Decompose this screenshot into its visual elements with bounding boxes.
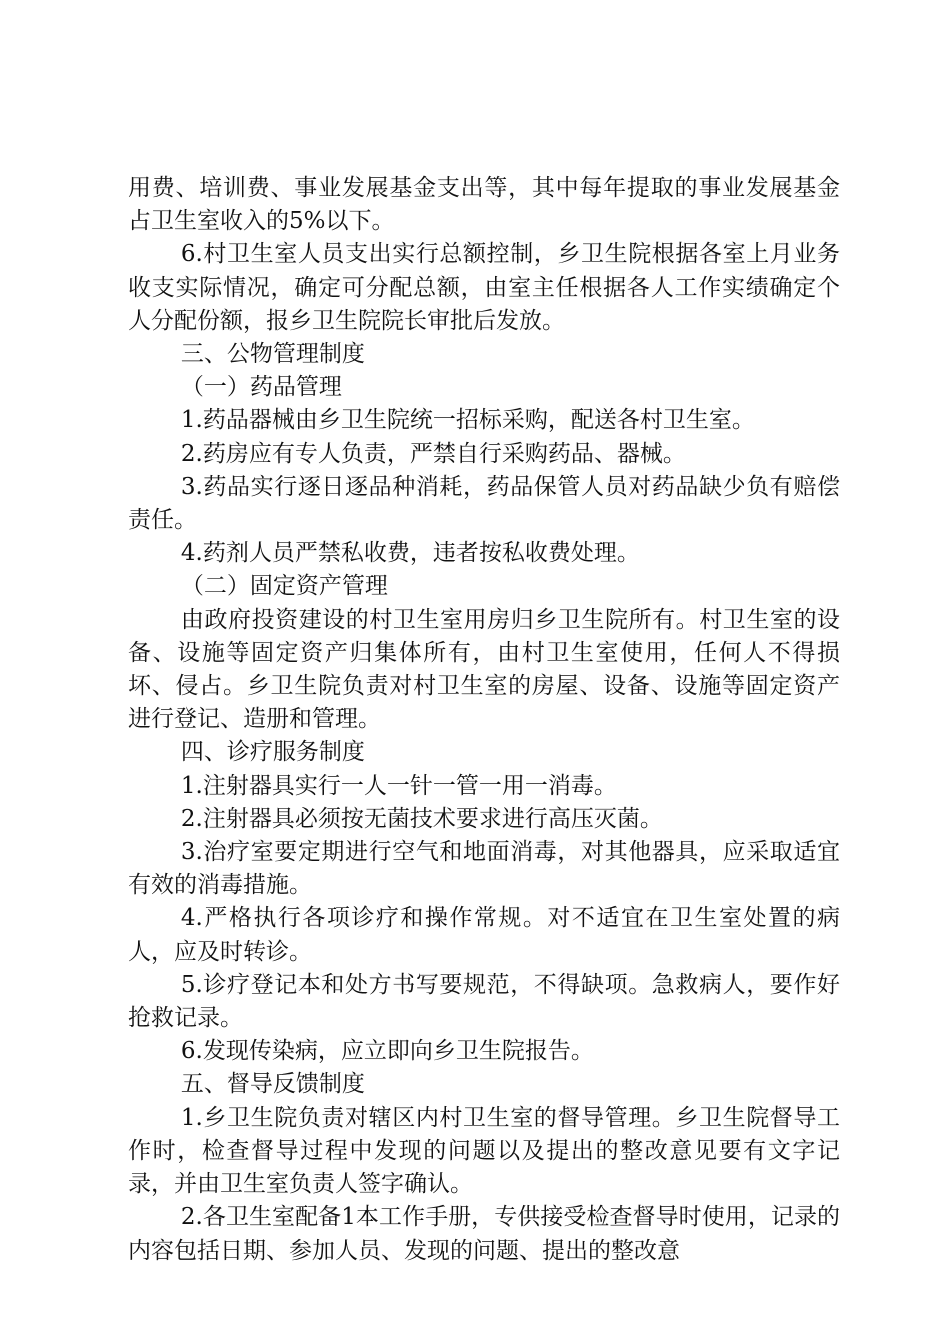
paragraph: 6.村卫生室人员支出实行总额控制，乡卫生院根据各室上月业务收支实际情况，确定可分配总额，由室主任根据各人工作实绩确定个人分配份额，报乡卫生院院长审批后发放。 — [128, 241, 840, 334]
paragraph: 4.严格执行各项诊疗和操作常规。对不适宜在卫生室处置的病人，应及时转诊。 — [128, 905, 840, 965]
section-heading: 三、公物管理制度 — [180, 341, 365, 368]
paragraph: 用费、培训费、事业发展基金支出等，其中每年提取的事业发展基金占卫生室收入的5%以下。 — [128, 175, 840, 235]
paragraph: 1.乡卫生院负责对辖区内村卫生室的督导管理。乡卫生院督导工作时，检查督导过程中发现的问题以及提出的整改意见要有文字记录，并由卫生室负责人签字确认。 — [128, 1104, 840, 1198]
paragraph: 5.诊疗登记本和处方书写要规范，不得缺项。急救病人，要作好抢救记录。 — [128, 971, 840, 1032]
paragraph: 1.注射器具实行一人一针一管一用一消毒。 — [180, 772, 617, 799]
paragraph: 1.药品器械由乡卫生院统一招标采购，配送各村卫生室。 — [180, 407, 755, 434]
paragraph: 2.药房应有专人负责，严禁自行采购药品、器械。 — [180, 440, 686, 467]
subsection-heading: （一）药品管理 — [180, 374, 342, 401]
subsection-heading: （二）固定资产管理 — [180, 573, 388, 600]
paragraph: 2.注射器具必须按无菌技术要求进行高压灭菌。 — [180, 805, 663, 832]
paragraph: 2.各卫生室配备1本工作手册，专供接受检查督导时使用，记录的内容包括日期、参加人员、发现的问题、提出的整改意 — [128, 1204, 840, 1264]
section-heading: 四、诊疗服务制度 — [180, 739, 365, 766]
document-body — [128, 172, 840, 1268]
paragraph: 3.治疗室要定期进行空气和地面消毒，对其他器具，应采取适宜有效的消毒措施。 — [128, 839, 840, 899]
paragraph: 6.发现传染病，应立即向乡卫生院报告。 — [180, 1038, 594, 1065]
paragraph: 4.药剂人员严禁私收费，违者按私收费处理。 — [180, 540, 640, 567]
paragraph: 3.药品实行逐日逐品种消耗，药品保管人员对药品缺少负有赔偿责任。 — [128, 473, 840, 534]
section-heading: 五、督导反馈制度 — [180, 1071, 365, 1098]
paragraph: 由政府投资建设的村卫生室用房归乡卫生院所有。村卫生室的设备、设施等固定资产归集体所有，由村卫生室使用，任何人不得损坏、侵占。乡卫生院负责对村卫生室的房屋、设备、设施等固定资产进行登记、造册和管理。 — [128, 606, 840, 733]
